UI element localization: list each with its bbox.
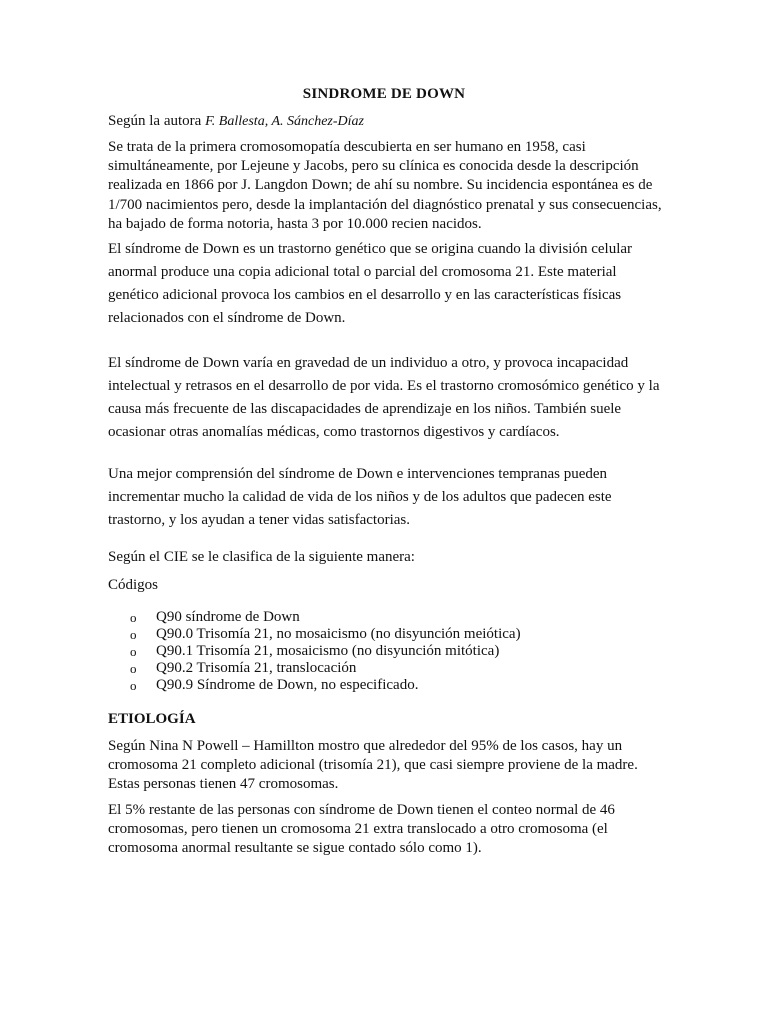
paragraph-etiology-main: Según Nina N Powell – Hamillton mostro que alrededor del 95% de los casos, hay un cromosoma 21 completo adicional (trisomía 21), que casi siempre proviene de la madre. Estas personas tienen 47 cromosomas. <box>108 738 638 793</box>
code-text: Q90.9 Síndrome de Down, no especificado. <box>156 677 419 693</box>
code-text: Q90.1 Trisomía 21, mosaicismo (no disyunción mitótica) <box>156 643 500 659</box>
bullet-icon: o <box>130 644 137 659</box>
list-item <box>130 626 521 643</box>
paragraph-etiology-translocation: El 5% restante de las personas con síndrome de Down tienen el conteo normal de 46 cromosomas, pero tienen un cromosoma 21 extra translocado a otro cromosoma (el cromosoma anormal resultante se sigue contado sólo como 1). <box>108 802 615 857</box>
paragraph-definition: El síndrome de Down es un trastorno genético que se origina cuando la división celular anormal produce una copia adicional total o parcial del cromosoma 21. Este material genético adicional provoca los cambios en el desarrollo y en las características físicas relacionados con el síndrome de Down. <box>108 241 633 326</box>
author-prefix: Según la autora <box>108 113 206 129</box>
bullet-icon: o <box>130 610 137 625</box>
codes-list <box>130 609 521 694</box>
paragraph-severity: El síndrome de Down varía en gravedad de un individuo a otro, y provoca incapacidad intelectual y retrasos en el desarrollo de por vida. Es el trastorno cromosómico genético y la causa más frecuente de las discapacidades de aprendizaje en los niños. También suele ocasionar otras anomalías médicas, como trastornos digestivos y cardíacos. <box>108 355 660 440</box>
list-item <box>130 660 521 677</box>
paragraph-intro: Se trata de la primera cromosomopatía descubierta en ser humano en 1958, casi simultáneamente, por Lejeune y Jacobs, pero su clínica es conocida desde la descripción realizada en 1866 por J. Langdon Down; de ahí su nombre. Su incidencia espontánea es de 1/700 nacimientos pero, desde la implantación del diagnóstico prenatal y sus consecuencias, ha bajado de forma notoria, hasta 3 por 10.000 recien nacidos. <box>108 139 662 232</box>
bullet-icon: o <box>130 678 137 693</box>
code-text: Q90.0 Trisomía 21, no mosaicismo (no disyunción meiótica) <box>156 626 521 642</box>
etiology-heading: ETIOLOGÍA <box>108 711 196 727</box>
code-text: Q90.2 Trisomía 21, translocación <box>156 660 357 676</box>
author-line <box>108 113 364 130</box>
paragraph-intervention: Una mejor comprensión del síndrome de Down e intervenciones tempranas pueden incrementar mucho la calidad de vida de los niños y de los adultos que padecen este trastorno, y los ayudan a tener vidas satisfactorias. <box>108 466 612 528</box>
code-text: Q90 síndrome de Down <box>156 609 300 625</box>
document-title: SINDROME DE DOWN <box>302 86 466 102</box>
codes-label: Códigos <box>108 577 159 593</box>
cie-intro: Según el CIE se le clasifica de la siguiente manera: <box>108 549 415 565</box>
list-item <box>130 677 521 694</box>
list-item <box>130 609 521 626</box>
author-names: F. Ballesta, A. Sánchez-Díaz <box>205 114 364 129</box>
list-item <box>130 643 521 660</box>
bullet-icon: o <box>130 661 137 676</box>
bullet-icon: o <box>130 627 137 642</box>
